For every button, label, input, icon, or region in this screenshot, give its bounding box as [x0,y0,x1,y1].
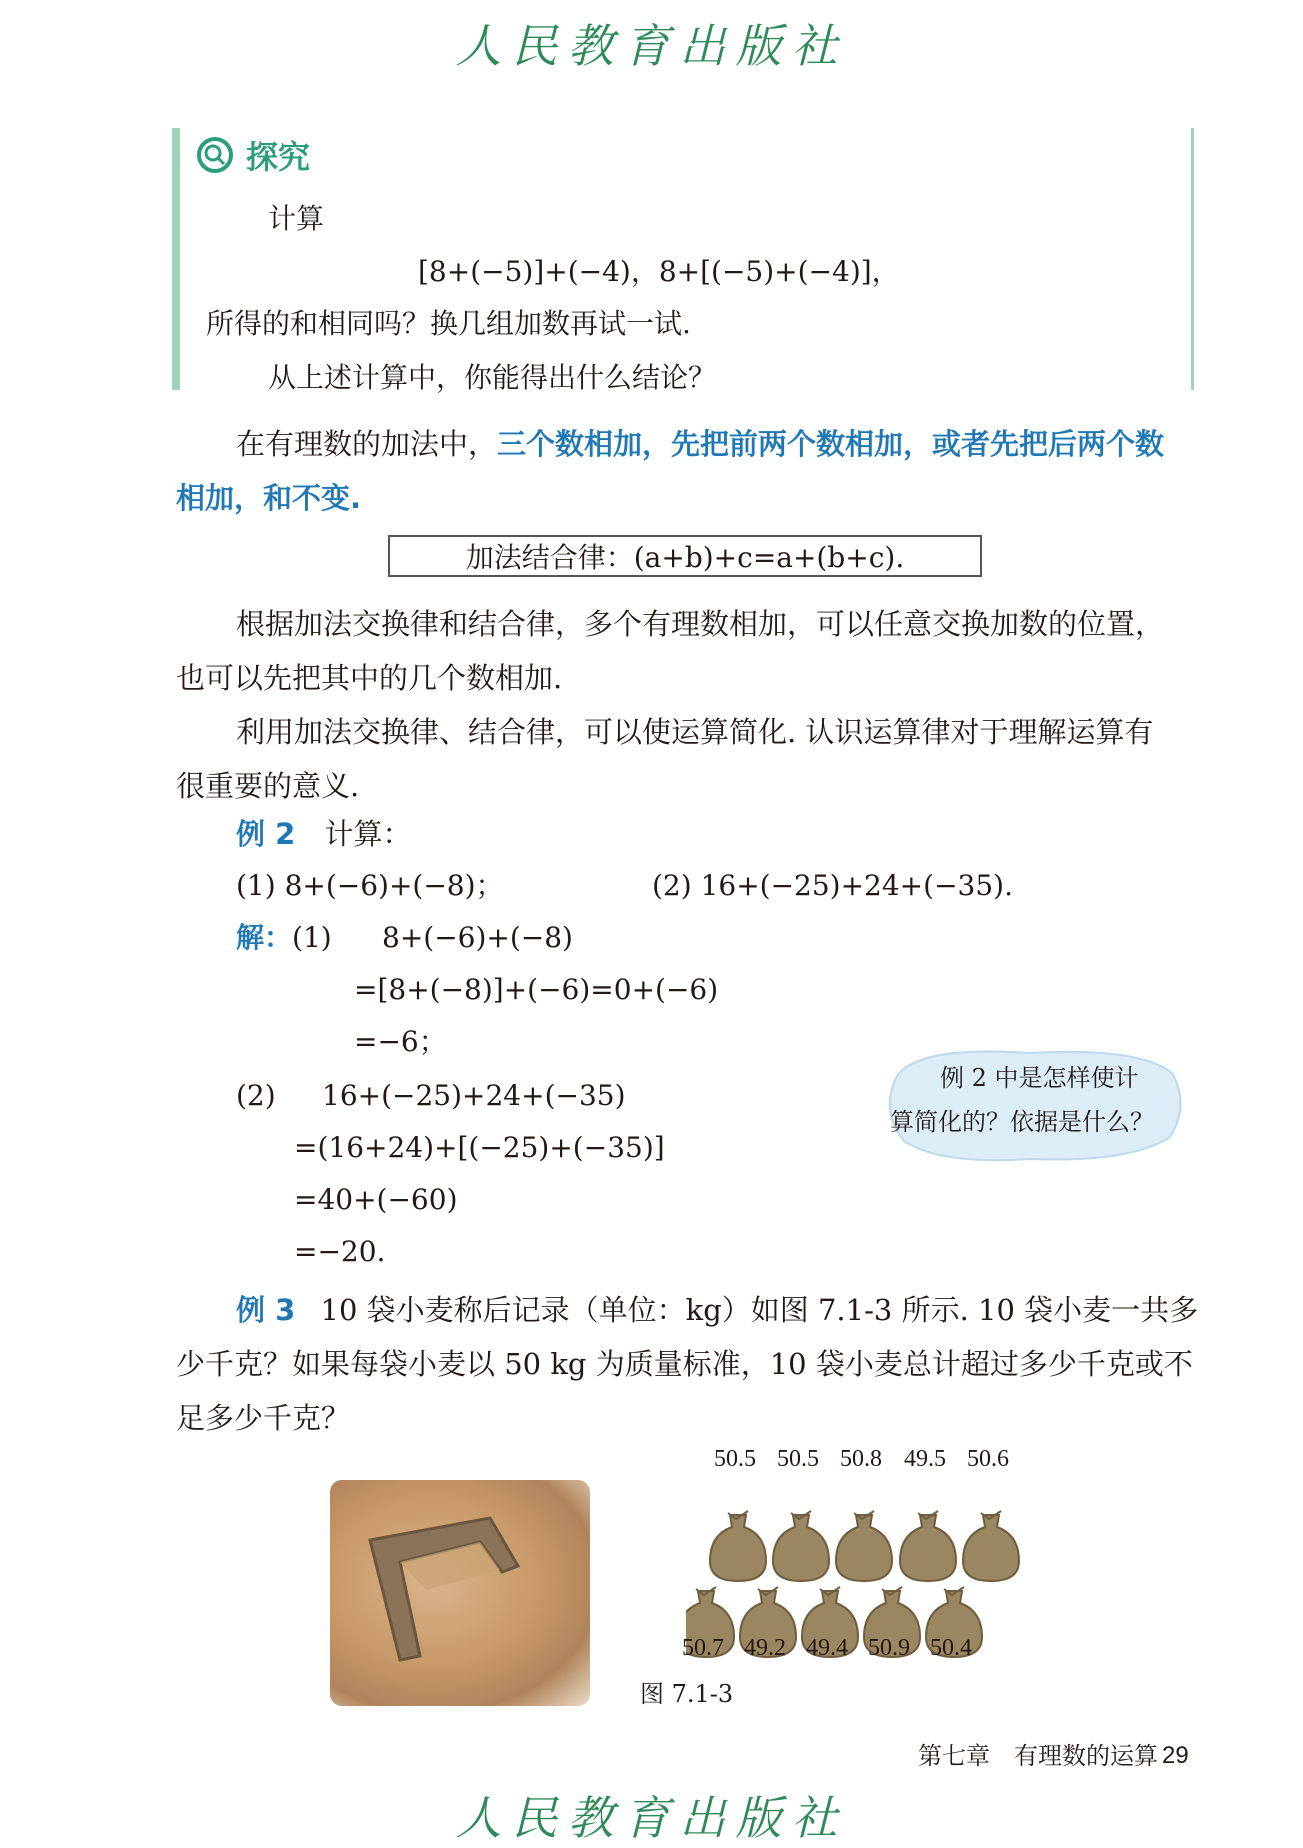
example-2-prompt: 计算： [324,817,412,851]
scoop-illustration [330,1480,590,1706]
page-number: 29 [1162,1742,1189,1769]
top-weight-label-3: 50.8 [840,1446,882,1472]
explore-line-3: 从上述计算中，你能得出什么结论？ [268,361,717,394]
explore-title: 探究 [246,138,311,176]
para-1-highlight-2: 相加，和不变. [176,481,362,515]
solution-1-line-2: =[8+(−8)]+(−6)=0+(−6) [354,973,719,1006]
explore-line-1: 计算 [268,202,325,235]
para-1-highlight-1: 三个数相加，先把前两个数相加，或者先把后两个数 [497,427,1165,461]
solution-label-line [236,921,332,954]
solution-2-number: (2) [236,1079,276,1112]
solution-label: 解： [236,921,293,954]
explore-icon [196,136,234,174]
example-2-question-2: (2) 16+(−25)+24+(−35). [652,869,1013,902]
bottom-weight-label-4: 50.9 [868,1635,910,1661]
solution-2-line-3: =40+(−60) [294,1183,458,1216]
example-2-question-1: (1) 8+(−6)+(−8)； [236,869,504,902]
para-2-line-2: 也可以先把其中的几个数相加. [176,661,563,695]
bottom-weight-label-2: 49.2 [744,1635,786,1661]
bottom-weight-label-5: 50.4 [930,1635,972,1661]
example-2-heading [236,817,412,851]
example-3-text-1: 10 袋小麦称后记录（单位：kg）如图 7.1-3 所示. 10 袋小麦一共多 [320,1293,1199,1327]
para-3-line-2: 很重要的意义. [176,769,360,803]
solution-2-line-4: =−20. [294,1235,386,1268]
top-weight-label-1: 50.5 [714,1446,756,1472]
wheat-photo [330,1480,590,1706]
bubble-line-1: 例 2 中是怎样使计 [940,1064,1139,1092]
para-2-line-1: 根据加法交换律和结合律，多个有理数相加，可以任意交换加数的位置， [236,607,1165,641]
wheat-bag-top-4 [900,1511,956,1581]
explore-line-2: 所得的和相同吗？换几组加数再试一试. [206,307,691,340]
top-weight-label-4: 49.5 [904,1446,946,1472]
explore-formula: [8+(−5)]+(−4)，8+[(−5)+(−4)]， [418,255,900,288]
example-3-line-3: 足多少千克？ [176,1401,351,1435]
solution-2-line-2: =(16+24)+[(−25)+(−35)] [294,1131,665,1164]
example-2-label: 例 2 [236,817,296,851]
solution-1-number: (1) [292,921,332,954]
wheat-bag-top-5 [963,1511,1019,1581]
para-1-start: 在有理数的加法中， [236,427,498,461]
top-weight-label-2: 50.5 [777,1446,819,1472]
wheat-bags-figure [686,1445,1046,1665]
para-3-line-1: 利用加法交换律、结合律，可以使运算简化. 认识运算律对于理解运算有 [236,715,1154,749]
bottom-weight-label-1: 50.7 [682,1635,724,1661]
solution-2-line-1: 16+(−25)+24+(−35) [322,1079,626,1112]
wheat-bag-top-1 [710,1511,766,1581]
bags-svg [686,1445,1046,1665]
wheat-bag-top-2 [773,1511,829,1581]
wheat-bag-top-3 [836,1511,892,1581]
chapter-title: 第七章 有理数的运算 [918,1742,1158,1770]
bottom-weight-label-3: 49.4 [806,1635,848,1661]
publisher-logo-top: 人民教育出版社 [455,19,848,73]
para-1-line-1 [236,427,1165,461]
solution-1-line-1: 8+(−6)+(−8) [382,921,573,954]
example-3-line-2: 少千克？如果每袋小麦以 50 kg 为质量标准，10 袋小麦总计超过多少千克或不 [176,1347,1193,1381]
example-3-label: 例 3 [236,1293,296,1327]
top-weight-label-5: 50.6 [967,1446,1009,1472]
explore-heading [196,132,310,178]
bubble-line-2: 算简化的？依据是什么？ [890,1108,1154,1136]
figure-caption: 图 7.1-3 [640,1680,734,1708]
example-3-line-1 [236,1293,1199,1327]
publisher-logo-bottom: 人民教育出版社 [455,1791,848,1845]
solution-1-line-3: =−6； [354,1025,447,1058]
associative-law-box: 加法结合律：(a+b)+c=a+(b+c). [388,535,982,577]
